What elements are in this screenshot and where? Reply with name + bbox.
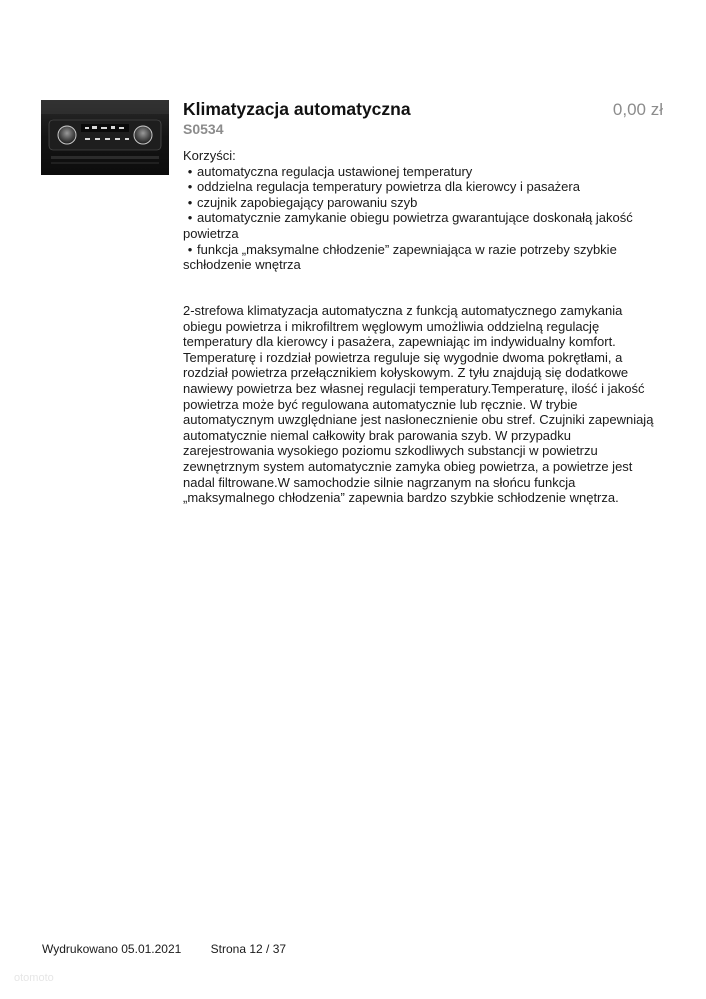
benefit-item: • czujnik zapobiegający parowaniu szyb	[183, 195, 663, 211]
benefit-item: • automatyczna regulacja ustawionej temperatury	[183, 164, 663, 180]
bullet-icon: •	[187, 210, 193, 226]
benefits-heading: Korzyści:	[183, 148, 236, 163]
bullet-icon: •	[187, 179, 193, 195]
item-code: S0534	[183, 121, 224, 137]
benefits-section	[183, 148, 663, 273]
benefit-item: • funkcja „maksymalne chłodzenie” zapewniająca w razie potrzeby szybkie schłodzenie wnętrza	[183, 241, 617, 273]
page-footer	[42, 942, 312, 956]
item-description: 2-strefowa klimatyzacja automatyczna z funkcją automatycznego zamykania obiegu powietrza i mikrofiltrem węglowym umożliwia oddzielną regulację temperatury dla kierowcy i pasażera, zapewniając im indywidualny komfort. Temperaturę i rozdział powietrza reguluje się wygodnie dwoma pokrętłami, a rozdział powietrza przełącznikiem kołyskowym. Z tyłu znajdują się dodatkowe nawiewy powietrza bez własnej regulacji temperatury.Temperaturę, ilość i jakość powietrza może być regulowana automatycznie lub ręcznie. W trybie automatycznym uwzględniane jest nasłonecznienie obu stref. Czujniki zapewniają automatycznie niemal całkowity brak parowania szyb. W przypadku zarejestrowania wysokiego poziomu szkodliwych substancji w powietrzu zewnętrznym system automatycznie zamyka obieg powietrza, a powietrze jest nadal filtrowane.W samochodzie silnie nagrzanym na słońcu funkcja „maksymalnego chłodzenia” zapewnia bardzo szybkie schłodzenie wnętrza.	[183, 303, 654, 506]
watermark: otomoto	[14, 972, 54, 984]
item-price: 0,00 zł	[612, 100, 663, 119]
bullet-icon: •	[187, 163, 193, 179]
print-date: Wydrukowano 05.01.2021	[42, 942, 182, 956]
item-title: Klimatyzacja automatyczna	[183, 99, 411, 119]
bullet-icon: •	[187, 241, 193, 257]
page-number: Strona 12 / 37	[210, 942, 287, 956]
product-image	[41, 100, 169, 175]
bullet-icon: •	[187, 194, 193, 210]
benefits-list	[183, 164, 663, 273]
benefit-item: • oddzielna regulacja temperatury powietrza dla kierowcy i pasażera	[183, 179, 663, 195]
benefit-item: • automatycznie zamykanie obiegu powietrza gwarantujące doskonałą jakość powietrza	[183, 210, 633, 241]
climate-panel-image	[41, 100, 169, 175]
